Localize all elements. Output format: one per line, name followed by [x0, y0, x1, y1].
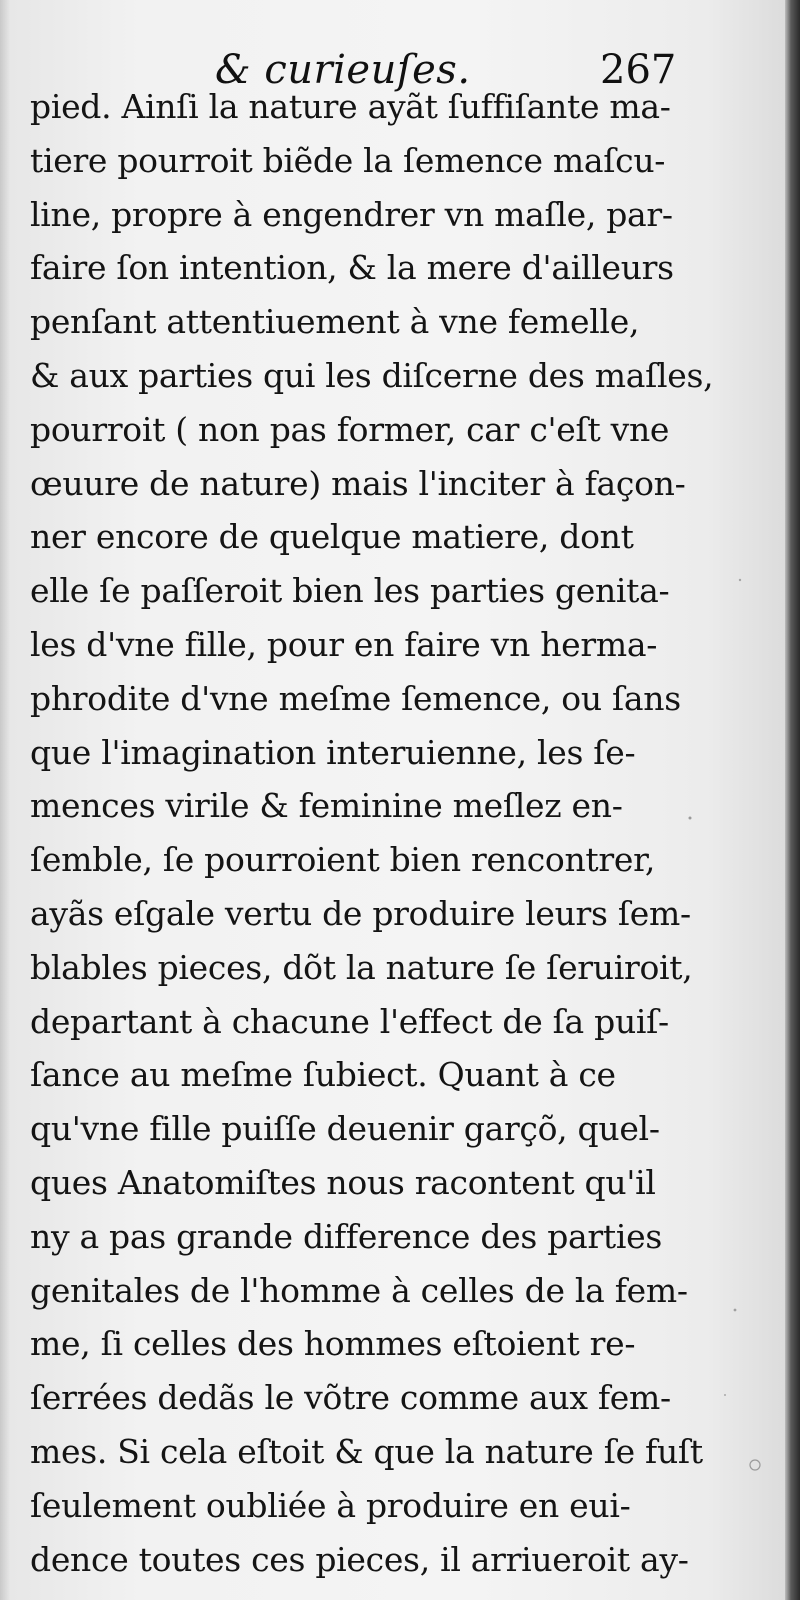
text-line: ſeulement oubliée à produire en eui-: [30, 1485, 631, 1525]
text-line: blables pieces, dõt la nature ſe ſeruiroit,: [30, 947, 693, 987]
text-line: ner encore de quelque matiere, dont: [30, 517, 634, 557]
page-number: 267: [600, 47, 677, 93]
text-line: me, ſi celles des hommes eſtoient re-: [30, 1324, 636, 1364]
page-gutter-shadow: [0, 0, 10, 1600]
text-line: pourroit ( non pas former, car c'eſt vne: [30, 409, 670, 449]
text-line: qu'vne fille puiſſe deuenir garçõ, quel-: [30, 1109, 660, 1149]
text-line: œuure de nature) mais l'inciter à façon-: [30, 463, 686, 503]
text-line: line, propre à engendrer vn maſle, par-: [30, 194, 673, 234]
text-line: ſance au meſme ſubiect. Quant à ce: [30, 1055, 616, 1095]
text-line: departant à chacune l'effect de ſa puiſ-: [30, 1001, 669, 1041]
text-line: les d'vne fille, pour en faire vn herma-: [30, 624, 658, 664]
text-line: ſerrées dedãs le võtre comme aux fem-: [30, 1378, 671, 1418]
speck: [739, 579, 741, 581]
running-head: & curieuſes.: [215, 47, 471, 93]
speck: [734, 1309, 737, 1312]
text-line: elle ſe paſſeroit bien les parties genita-: [30, 571, 670, 611]
text-line: genitales de l'homme à celles de la fem-: [30, 1270, 688, 1310]
text-line: & aux parties qui les diſcerne des maſles,: [30, 355, 714, 395]
text-line: tiere pourroit biẽde la ſemence maſcu-: [30, 140, 666, 180]
text-line: phrodite d'vne meſme ſemence, ou ſans: [30, 678, 681, 718]
text-line: mes. Si cela eſtoit & que la nature ſe fuſt: [30, 1431, 703, 1471]
speck: [724, 1394, 726, 1396]
body-text: [30, 80, 714, 1586]
text-line: faire ſon intention, & la mere d'ailleurs: [30, 248, 674, 288]
speck: [750, 1460, 760, 1470]
speck: [689, 817, 692, 820]
text-line: dence toutes ces pieces, il arriueroit ay-: [30, 1539, 689, 1579]
text-line: que l'imagination interuienne, les ſe-: [30, 732, 636, 772]
text-line: ſemble, ſe pourroient bien rencontrer,: [30, 840, 656, 880]
text-line: ny a pas grande difference des parties: [30, 1216, 662, 1256]
text-line: ayãs eſgale vertu de produire leurs ſem-: [30, 893, 691, 933]
text-line: penſant attentiuement à vne femelle,: [30, 302, 640, 342]
text-line: pied. Ainſi la nature ayãt ſuffiſante ma-: [30, 87, 671, 126]
text-line: ques Anatomiſtes nous racontent qu'il: [30, 1162, 656, 1202]
page-edge: [785, 0, 800, 1600]
text-line: mences virile & feminine meſlez en-: [30, 786, 623, 826]
